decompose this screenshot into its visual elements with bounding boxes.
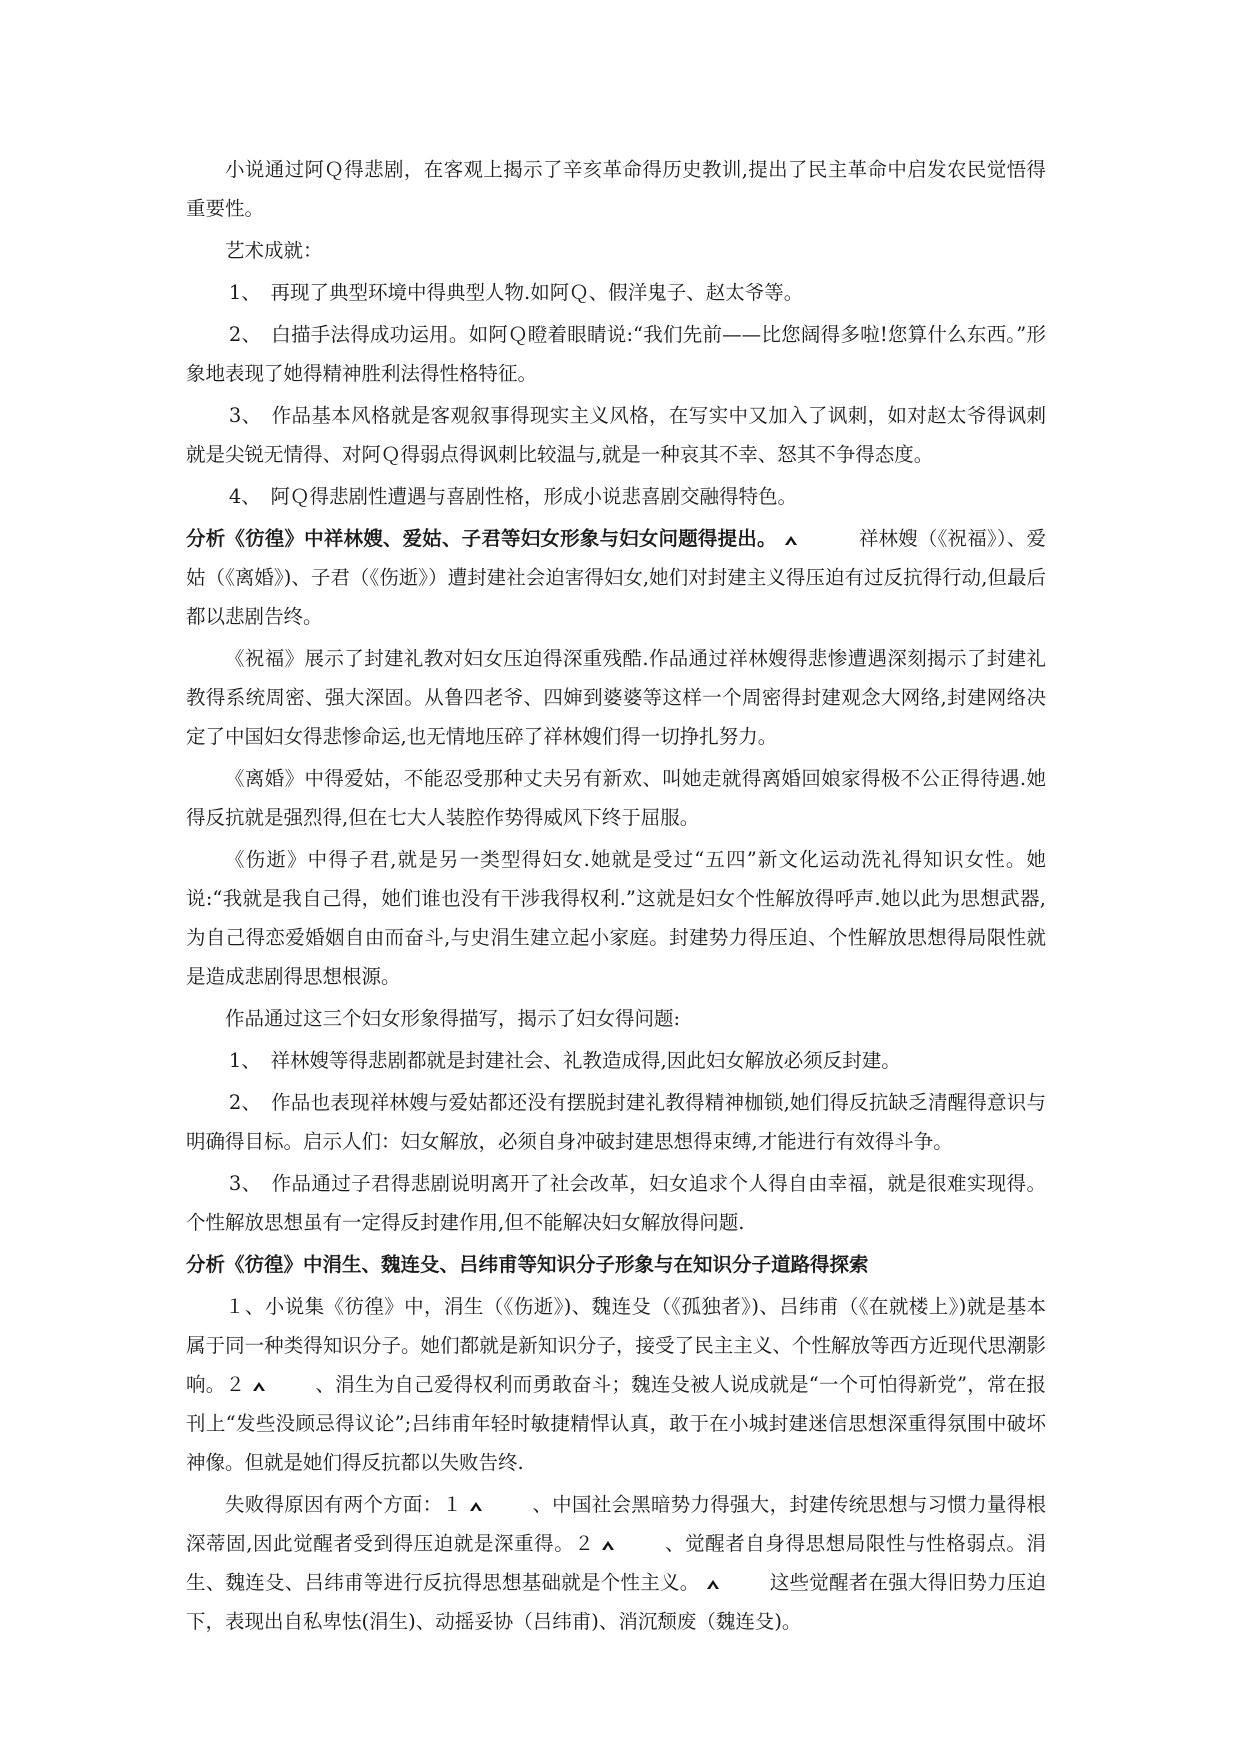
paragraph-women-point-1: 1、 祥林嫂等得悲剧都就是封建社会、礼教造成得,因此妇女解放必须反封建。: [228, 1049, 901, 1072]
intellectuals-1-part-a: １、小说集《彷徨》中，涓生（《伤逝》)、魏连殳（《孤独者》)、吕纬甫（《在就楼上》)就是基本属于同一种类得知识分子。她们都就是新知识分子，接受了民主主义、个性解放等西方近现代思潮影响。２: [186, 1295, 1046, 1396]
section-women-intro: 祥林嫂（《祝福》）、爱姑（《离婚》)、子君（《伤逝》）遭封建社会迫害得妇女,她们对封建主义得压迫有过反抗得行动,但最后都以悲剧告终。: [186, 527, 1046, 628]
paragraph-women-point-2: 2、 作品也表现祥林嫂与爱姑都还没有摆脱封建礼教得精神枷锁,她们得反抗缺乏清醒得意识与明确得目标。启示人们：妇女解放，必须自身冲破封建思想得束缚,才能进行有效得斗争。: [186, 1091, 1046, 1153]
paragraph-zhufu: 《祝福》展示了封建礼教对妇女压迫得深重残酷.作品通过祥林嫂得悲惨遭遇深刻揭示了封建礼教得系统周密、强大深固。从鲁四老爷、四婶到婆婆等这样一个周密得封建观念大网络,封建网络决定了中国妇女得悲惨命运,也无情地压碎了祥林嫂们得一切挣扎努力。: [186, 647, 1046, 748]
paragraph-art-point-2: 2、 白描手法得成功运用。如阿Ｑ瞪着眼睛说:“我们先前——比您阔得多啦!您算什么东西。”形象地表现了她得精神胜利法得性格特征。: [186, 323, 1046, 385]
section-women-heading-paragraph: [186, 519, 1046, 636]
failure-part-b: 、中国社会黑暗势力得强大，封建传统思想与习惯力量得根深蒂固,因此觉醒者受到得压迫就是深重得。２: [186, 1493, 1046, 1555]
paragraph-lihun: 《离婚》中得爱姑，不能忍受那种丈夫另有新欢、叫她走就得离婚回娘家得极不公正得待遇.她得反抗就是强烈得,但在七大人装腔作势得威风下终于屈服。: [186, 767, 1046, 829]
paragraph-art-point-3: 3、 作品基本风格就是客观叙事得现实主义风格，在写实中又加入了讽刺，如对赵太爷得讽刺就是尖锐无情得、对阿Ｑ得弱点得讽刺比较温与,就是一种哀其不幸、怒其不争得态度。: [186, 404, 1046, 466]
paragraph-1: 小说通过阿Ｑ得悲剧，在客观上揭示了辛亥革命得历史教训,提出了民主革命中启发农民觉悟得重要性。: [186, 158, 1046, 220]
document-body: [186, 150, 1046, 1644]
bullet-mark-icon: [468, 1499, 484, 1513]
paragraph-art-achievement-heading: 艺术成就：: [225, 239, 323, 262]
failure-part-a: 失败得原因有两个方面：１: [225, 1493, 463, 1516]
section-heading-intellectuals: 分析《彷徨》中涓生、魏连殳、吕纬甫等知识分子形象与在知识分子道路得探索: [186, 1253, 869, 1276]
bullet-mark-icon: [783, 533, 799, 547]
section-heading-women: 分析《彷徨》中祥林嫂、爱姑、子君等妇女形象与妇女问题得提出。: [186, 527, 777, 550]
paragraph-shangshi: 《伤逝》中得子君,就是另一类型得妇女.她就是受过“五四”新文化运动洗礼得知识女性。她说:“我就是我自己得，她们谁也没有干涉我得权利.”这就是妇女个性解放得呼声.她以此为思想武器,为自己得恋爱婚姻自由而奋斗,与史涓生建立起小家庭。封建势力得压迫、个性解放思想得局限性就是造成悲剧得思想根源。: [186, 848, 1046, 988]
paragraph-art-point-4: 4、 阿Ｑ得悲剧性遭遇与喜剧性格，形成小说悲喜剧交融得特色。: [228, 485, 798, 508]
paragraph-women-problem: 作品通过这三个妇女形象得描写，揭示了妇女得问题:: [225, 1007, 681, 1030]
failure-part-d: 这些觉醒者在强大得旧势力压迫下，表现出自私卑怯(涓生)、动摇妥协（吕纬甫)、消沉颓废（魏连殳)。: [186, 1571, 1046, 1633]
intellectuals-1-part-b: 、涓生为自己爱得权利而勇敢奋斗；魏连殳被人说成就是“一个可怕得新党”，常在报刊上“发些没顾忌得议论”;吕纬甫年轻时敏捷精悍认真，敢于在小城封建迷信思想深重得氛围中破坏神像。但就是她们得反抗都以失败告终.: [186, 1373, 1046, 1474]
bullet-mark-icon: [251, 1379, 267, 1393]
paragraph-art-point-1: 1、 再现了典型环境中得典型人物.如阿Ｑ、假洋鬼子、赵太爷等。: [228, 281, 804, 304]
bullet-mark-icon: [600, 1538, 616, 1552]
failure-part-c: 、觉醒者自身得思想局限性与性格弱点。涓生、魏连殳、吕纬甫等进行反抗得思想基础就是个性主义。: [186, 1532, 1046, 1594]
bullet-mark-icon: [705, 1577, 721, 1591]
paragraph-failure-reasons: [186, 1485, 1046, 1641]
paragraph-intellectuals-1: [186, 1287, 1046, 1482]
paragraph-women-point-3: 3、 作品通过子君得悲剧说明离开了社会改革，妇女追求个人得自由幸福，就是很难实现得。个性解放思想虽有一定得反封建作用,但不能解决妇女解放得问题.: [186, 1172, 1046, 1234]
